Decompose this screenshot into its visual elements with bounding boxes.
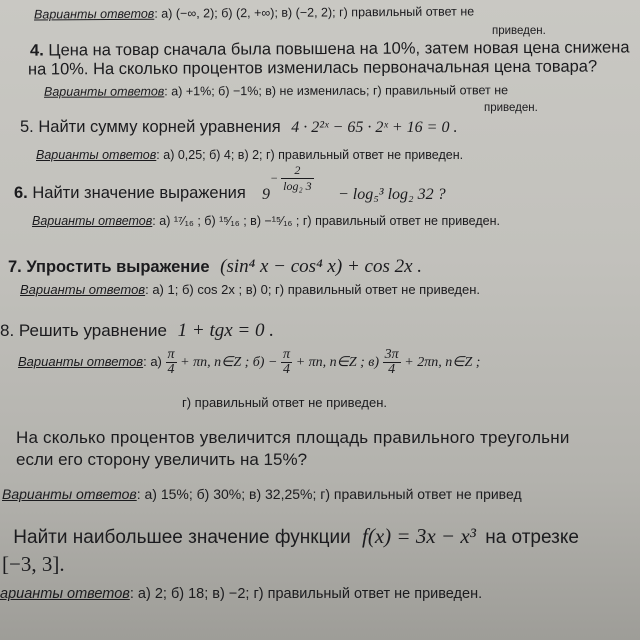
q5-equation: 4 · 2²ˣ − 65 · 2ˣ + 16 = 0 . (291, 119, 458, 136)
q10-answer-options (0, 586, 482, 602)
answers-label: Варианты ответов (18, 353, 144, 369)
answers-label: Варианты ответов (2, 486, 137, 502)
q8-a-prefix: : а) (143, 353, 162, 369)
q7-number: 7. (8, 258, 22, 276)
q3-answers: : а) (−∞, 2); б) (2, +∞); в) (−2, 2); г) правильный ответ не (154, 4, 475, 21)
q4-answer-options (44, 83, 508, 99)
q6-rest: − log₅³ log₂ 32 ? (338, 186, 446, 203)
q6-text-line (14, 184, 246, 203)
q6-number: 6. (14, 184, 28, 202)
q8-b-num: π (283, 347, 291, 362)
q4-text1: Цена на товар сначала была повышена на 10%, затем новая цена снижена (48, 38, 630, 60)
q3-answer-options (34, 4, 474, 21)
q10-answers: : а) 2; б) 18; в) −2; г) правильный ответ не приведен. (129, 586, 483, 602)
q8-answer-options (18, 348, 480, 377)
q6-exp-num: 2 (281, 163, 314, 179)
q6-answers: : а) ¹⁷⁄₁₆ ; б) ¹⁵⁄₁₆ ; в) −¹⁵⁄₁₆ ; г) правильный ответ не приведен. (152, 214, 500, 228)
q6-exp-fraction (281, 163, 314, 194)
q7-text-line (8, 256, 422, 278)
q8-b-rest: + πn, n∈Z ; в) (295, 354, 380, 370)
answers-label: Варианты ответов (20, 282, 146, 297)
q7-answers: : а) 1; б) cos 2x ; в) 0; г) правильный ответ не приведен. (145, 282, 481, 297)
q5-text: Найти сумму корней уравнения (38, 118, 281, 136)
q5-number: 5. (20, 118, 34, 136)
q10-function: f(x) = 3x − x³ (362, 524, 476, 548)
q10-tail: на отрезке (485, 527, 579, 548)
q9-text-line2: если его сторону увеличить на 15%? (16, 450, 308, 469)
q10-text-line (2, 524, 579, 549)
q5-answers: : а) 0,25; б) 4; в) 2; г) правильный ответ не приведен. (156, 148, 464, 162)
q7-answer-options (20, 282, 480, 297)
answers-label: Варианты ответов (43, 84, 165, 99)
q9-answers: : а) 15%; б) 30%; в) 32,25%; г) правильный ответ не привед (136, 486, 522, 502)
q5-answer-options (36, 148, 463, 162)
q8-a-rest: + πn, n∈Z ; б) − (180, 354, 278, 370)
answers-label: арианты ответов (0, 586, 130, 602)
q9-text-line1: На сколько процентов увеличится площадь правильного треугольни (16, 428, 570, 447)
q8-text-line (0, 320, 274, 342)
q8-option-g: г) правильный ответ не приведен. (182, 395, 387, 410)
q8-equation: 1 + tgx = 0 . (177, 320, 274, 341)
q6-exp-den: log₂ 3 (283, 179, 312, 193)
q4-text-line2: на 10%. На сколько процентов изменилась первоначальная цена товара? (27, 57, 598, 79)
q8-text: Решить уравнение (18, 321, 167, 340)
q8-b-den: 4 (283, 362, 291, 377)
q5-text-line (20, 118, 457, 137)
answers-label: Варианты ответов (32, 214, 153, 228)
q8-a-den: 4 (167, 362, 175, 377)
q6-text: Найти значение выражения (32, 184, 246, 202)
q8-c-den: 4 (388, 362, 396, 377)
q6-exp-minus: − (270, 171, 279, 185)
q4-number: 4. (29, 41, 44, 60)
q8-number: 8. (0, 321, 15, 340)
q6-answer-options (32, 214, 500, 228)
q4-answer-tail: приведен. (484, 102, 538, 114)
q8-a-fraction (166, 348, 177, 377)
q7-expression: (sin⁴ x − cos⁴ x) + cos 2x . (220, 256, 423, 277)
q10-text: Найти наибольшее значение функции (13, 527, 351, 548)
q4-answers: : а) +1%; б) −1%; в) не изменилась; г) правильный ответ не (164, 83, 509, 99)
q8-b-fraction (281, 348, 292, 377)
q8-c-rest: + 2πn, n∈Z ; (404, 354, 481, 370)
q9-answer-options (2, 486, 522, 502)
q3-answer-tail: приведен. (492, 25, 546, 37)
q8-c-fraction (383, 348, 401, 377)
q7-text: Упростить выражение (26, 258, 210, 276)
q6-base: 9 (262, 186, 270, 203)
answers-label: Варианты ответов (33, 6, 155, 22)
q8-a-num: π (167, 347, 175, 362)
q6-exponent (270, 163, 314, 194)
answers-label: Варианты ответов (36, 148, 157, 162)
q10-interval: [−3, 3]. (2, 552, 65, 576)
q8-c-num: 3π (384, 347, 399, 362)
